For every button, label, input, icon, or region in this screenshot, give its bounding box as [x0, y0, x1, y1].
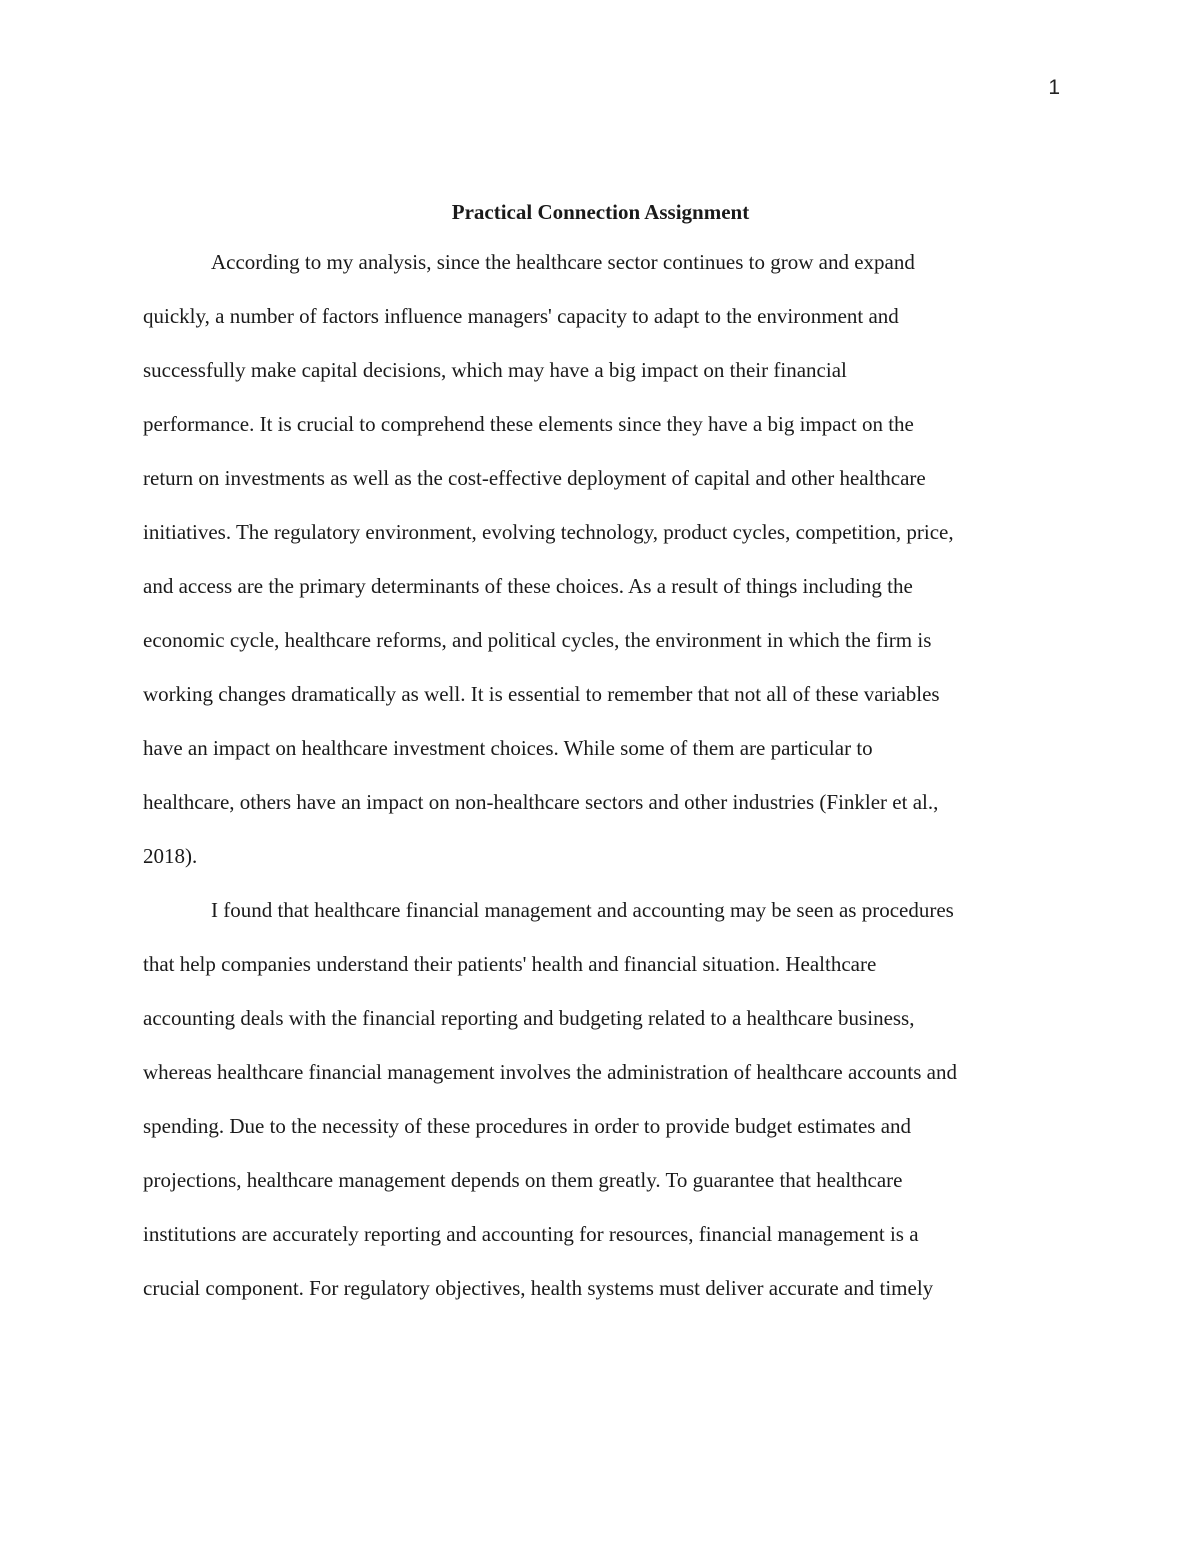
document-body: [143, 189, 1058, 1315]
text-line: economic cycle, healthcare reforms, and political cycles, the environment in which the firm is: [143, 628, 932, 652]
text-line: initiatives. The regulatory environment, evolving technology, product cycles, competition, price,: [143, 520, 954, 544]
text-line: whereas healthcare financial management involves the administration of healthcare accounts and: [143, 1060, 957, 1084]
text-line: return on investments as well as the cost-effective deployment of capital and other healthcare: [143, 466, 926, 490]
text-line: performance. It is crucial to comprehend these elements since they have a big impact on the: [143, 412, 914, 436]
text-line: quickly, a number of factors influence managers' capacity to adapt to the environment and: [143, 304, 899, 328]
text-line: institutions are accurately reporting and accounting for resources, financial management is a: [143, 1222, 919, 1246]
text-line: accounting deals with the financial reporting and budgeting related to a healthcare business,: [143, 1006, 915, 1030]
text-line: healthcare, others have an impact on non-healthcare sectors and other industries (Finkler et al.,: [143, 790, 939, 814]
text-line: have an impact on healthcare investment choices. While some of them are particular to: [143, 736, 873, 760]
text-line: 2018).: [143, 844, 198, 868]
text-line: projections, healthcare management depends on them greatly. To guarantee that healthcare: [143, 1168, 903, 1192]
text-line: spending. Due to the necessity of these procedures in order to provide budget estimates and: [143, 1114, 912, 1138]
paragraph-1: [143, 235, 1058, 883]
text-line: successfully make capital decisions, which may have a big impact on their financial: [143, 358, 847, 382]
text-line: and access are the primary determinants of these choices. As a result of things including the: [143, 574, 913, 598]
page-number: 1: [1048, 76, 1060, 99]
text-line: According to my analysis, since the healthcare sector continues to grow and expand: [211, 250, 915, 274]
text-line: crucial component. For regulatory objectives, health systems must deliver accurate and timely: [143, 1276, 934, 1300]
document-title: Practical Connection Assignment: [451, 200, 750, 224]
text-line: that help companies understand their patients' health and financial situation. Healthcare: [143, 952, 877, 976]
paragraph-2: [143, 883, 1058, 1315]
text-line: working changes dramatically as well. It is essential to remember that not all of these variables: [143, 682, 940, 706]
text-line: I found that healthcare financial management and accounting may be seen as procedures: [211, 898, 954, 922]
